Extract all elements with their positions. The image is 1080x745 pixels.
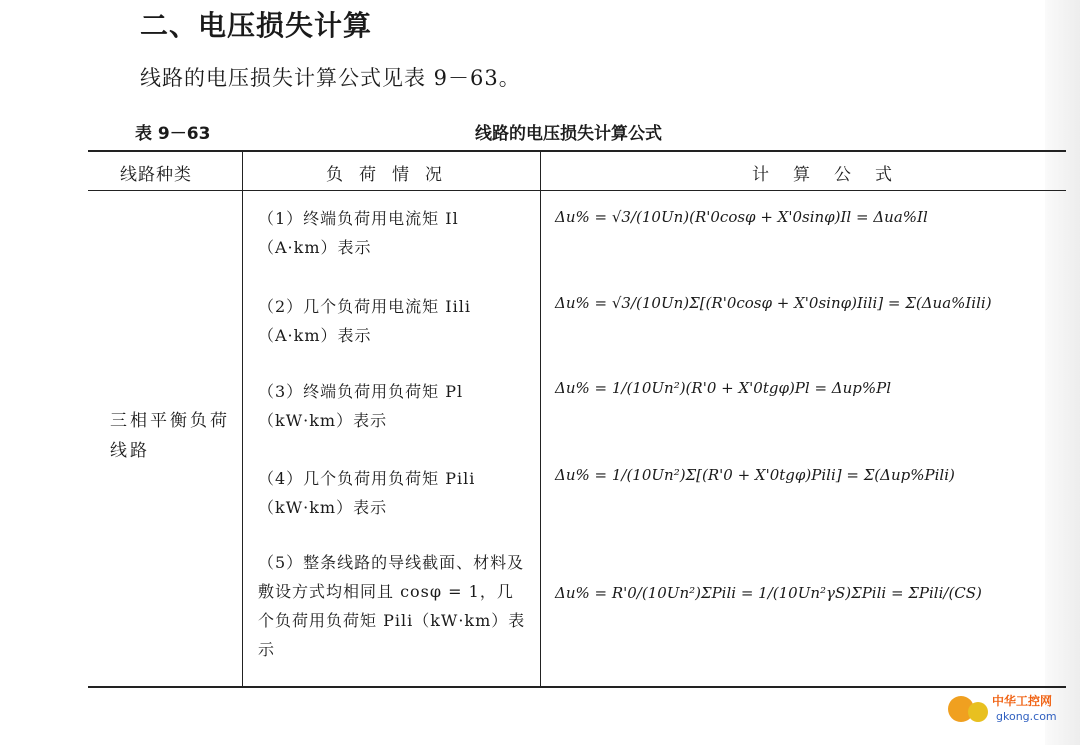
load-condition-3: （3）终端负荷用负荷矩 Pl（kW·km）表示 — [258, 382, 464, 430]
header-load-condition: 负荷情况 — [326, 165, 458, 185]
table-bottom-rule — [88, 686, 1066, 688]
table-number: 表 9－63 — [135, 124, 211, 144]
table-header-rule — [88, 190, 1066, 191]
line-category-cell: 三相平衡负荷线路 — [110, 411, 230, 461]
load-condition-1: （1）终端负荷用电流矩 Il（A·km）表示 — [258, 209, 459, 257]
formula-2: Δu% = √3/(10Un)Σ[(R'0cosφ + X'0sinφ)Iili] = Σ(Δua%Iili) — [555, 294, 992, 312]
header-formula: 计算公式 — [752, 165, 916, 185]
watermark-logo — [948, 688, 1068, 732]
formula-4: Δu% = 1/(10Un²)Σ[(R'0 + X'0tgφ)Pili] = Σ(Δup%Pili) — [555, 466, 955, 484]
load-condition-5: （5）整条线路的导线截面、材料及敷设方式均相同且 cosφ = 1，几个负荷用负荷矩 Pili（kW·km）表示 — [258, 553, 526, 659]
formula-3: Δu% = 1/(10Un²)(R'0 + X'0tgφ)Pl = Δup%Pl — [555, 379, 892, 397]
watermark-domain: gkong.com — [996, 710, 1057, 723]
watermark-name: 中华工控网 — [992, 694, 1053, 708]
table-title: 线路的电压损失计算公式 — [475, 124, 662, 144]
page-edge-shadow — [1045, 0, 1080, 745]
gear-icon — [968, 702, 988, 722]
table-top-rule — [88, 150, 1066, 152]
column-divider — [540, 151, 541, 687]
load-condition-2: （2）几个负荷用电流矩 Iili（A·km）表示 — [258, 297, 471, 345]
header-line-type: 线路种类 — [120, 165, 192, 185]
intro-paragraph: 线路的电压损失计算公式见表 9－63。 — [140, 66, 521, 90]
formula-5: Δu% = R'0/(10Un²)ΣPili = 1/(10Un²γS)ΣPili = ΣPili/(CS) — [555, 584, 982, 602]
column-divider — [242, 151, 243, 687]
load-condition-4: （4）几个负荷用负荷矩 Pili（kW·km）表示 — [258, 469, 476, 517]
formula-1: Δu% = √3/(10Un)(R'0cosφ + X'0sinφ)Il = Δua%Il — [555, 208, 928, 226]
section-heading: 二、电压损失计算 — [140, 9, 373, 42]
